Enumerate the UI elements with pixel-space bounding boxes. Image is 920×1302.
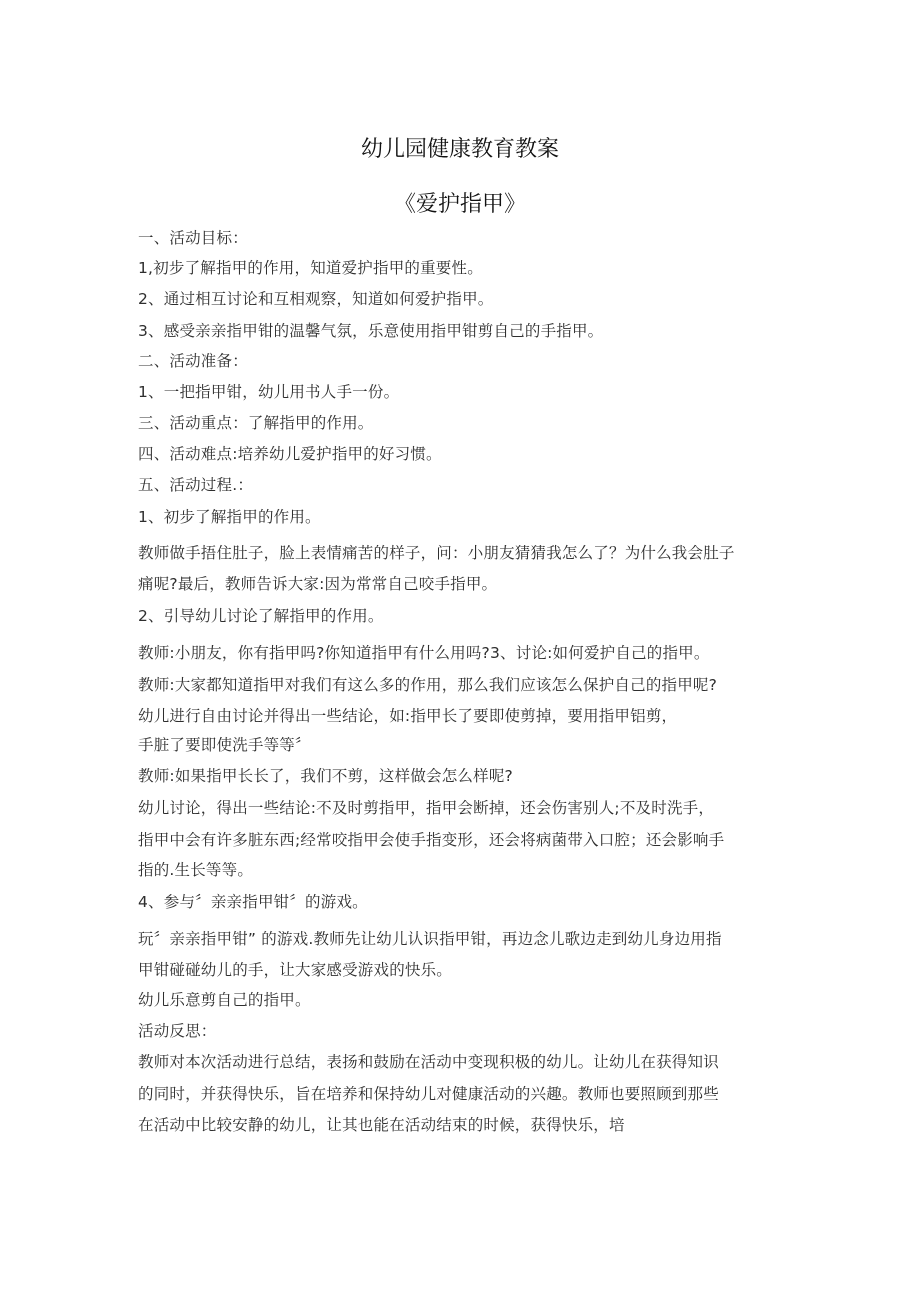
text-line: 指甲中会有许多脏东西;经常咬指甲会使手指变形，还会将病菌带入口腔；还会影响手 xyxy=(138,831,725,849)
text-line: 的同时，并获得快乐，旨在培养和保持幼儿对健康活动的兴趣。教师也要照顾到那些 xyxy=(138,1085,719,1103)
text-line: 甲钳碰碰幼儿的手，让大家感受游戏的快乐。 xyxy=(138,961,453,979)
text-line: 教师:大家都知道指甲对我们有这么多的作用，那么我们应该怎么保护自己的指甲呢? xyxy=(138,676,718,694)
document-title: 幼儿园健康教育教案 xyxy=(360,137,559,162)
text-line: 三、活动重点：了解指甲的作用。 xyxy=(138,414,374,432)
text-line: 痛呢?最后，教师告诉大家:因为常常自己咬手指甲。 xyxy=(138,575,498,593)
text-line: 四、活动难点:培养幼儿爱护指甲的好习惯。 xyxy=(138,445,442,463)
text-line: 4、参与〞亲亲指甲钳〞的游戏。 xyxy=(138,893,368,911)
text-line: 手脏了要即使洗手等等〞 xyxy=(138,736,311,754)
text-line: 五、活动过程.： xyxy=(138,476,254,494)
text-line: 在活动中比较安静的幼儿，让其也能在活动结束的时候，获得快乐，培 xyxy=(138,1116,625,1134)
text-line: 3、感受亲亲指甲钳的温馨气氛，乐意使用指甲钳剪自己的手指甲。 xyxy=(138,322,604,340)
text-line: 教师做手捂住肚子，脸上表情痛苦的样子，问：小朋友猜猜我怎么了？为什么我会肚子 xyxy=(138,544,735,562)
text-line: 二、活动准备： xyxy=(138,352,248,370)
text-line: 1,初步了解指甲的作用，知道爱护指甲的重要性。 xyxy=(138,259,483,277)
text-line: 指的.生长等等。 xyxy=(138,861,254,879)
text-line: 1、一把指甲钳，幼儿用书人手一份。 xyxy=(138,383,400,401)
text-line: 1、初步了解指甲的作用。 xyxy=(138,508,321,526)
text-line: 教师:如果指甲长长了，我们不剪，这样做会怎么样呢? xyxy=(138,767,513,785)
text-line: 2、通过相互讨论和互相观察，知道如何爱护指甲。 xyxy=(138,290,494,308)
text-line: 幼儿乐意剪自己的指甲。 xyxy=(138,991,311,1009)
text-line: 2、引导幼儿讨论了解指甲的作用。 xyxy=(138,607,384,625)
text-line: 一、活动目标： xyxy=(138,229,248,247)
text-line: 活动反思： xyxy=(138,1022,217,1040)
text-line: 玩〞亲亲指甲钳” 的游戏.教师先让幼儿认识指甲钳，再边念儿歌边走到幼儿身边用指 xyxy=(138,930,722,948)
text-line: 教师对本次活动进行总结，表扬和鼓励在活动中变现积极的幼儿。让幼儿在获得知识 xyxy=(138,1053,719,1071)
document-subtitle: 《爱护指甲》 xyxy=(393,192,526,217)
text-line: 幼儿讨论，得出一些结论:不及时剪指甲，指甲会断掉，还会伤害别人;不及时洗手， xyxy=(138,799,715,817)
text-line: 教师:小朋友，你有指甲吗?你知道指甲有什么用吗?3、讨论:如何爱护自己的指甲。 xyxy=(138,644,710,662)
text-line: 幼儿进行自由讨论并得出一些结论，如:指甲长了要即使剪掉，要用指甲铝剪， xyxy=(138,707,678,725)
